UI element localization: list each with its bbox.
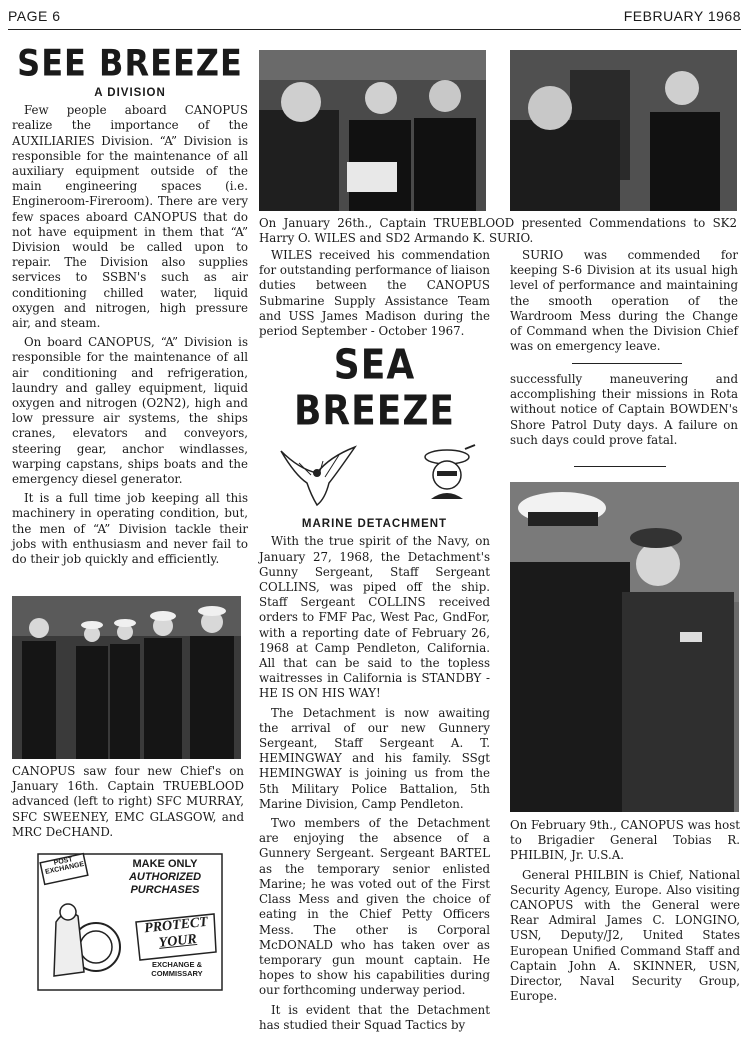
marine-face-icon	[417, 443, 477, 503]
issue-date: FEBRUARY 1968	[623, 8, 741, 24]
left-column	[12, 41, 248, 571]
commendation-photo-1	[259, 50, 486, 211]
ad-line-2: AUTHORIZED	[128, 871, 202, 883]
marine-para-3: Two members of the Detachment are enjoying the absence of a Gunnery Sergeant. Sergeant BARTEL as the temporary senior enlisted Marine; he was voted out of the First Class Mess and given the choice of eating in the Chief Petty Officers Mess. The other is Corporal McDONALD who has taken over as temporary gun mount captain. He hopes to show his capabilities during our forthcoming underway period.	[259, 816, 490, 998]
commendation-photo-2	[510, 50, 737, 211]
ad-line-7: COMMISSARY	[151, 969, 203, 978]
right-column-bottom	[510, 818, 740, 1008]
masthead-art	[259, 439, 490, 509]
ad-tag: POST EXCHANGE	[44, 856, 85, 876]
marine-para-4: It is evident that the Detachment has studied their Squad Tactics by	[259, 1002, 490, 1032]
ad-line-6: EXCHANGE &	[151, 960, 202, 969]
right-column-top	[510, 248, 738, 358]
right-column-continued	[510, 372, 738, 452]
general-photo	[510, 482, 739, 812]
a-division-para-2: On board CANOPUS, “A” Division is responsible for the maintenance of all air conditioning and refrigeration, laundry and galley equipment, liquid oxygen and nitrogen (O2N2), high and low pressure air systems, the ships cranes, elevators and conveyors, steering gear, anchor windlasses, warping capstans, ships boats and the emergency diesel generator.	[12, 335, 248, 487]
commendation-caption-text: On January 26th., Captain TRUEBLOOD presented Commendations to SK2 Harry O. WILES and SD2 Armando K. SURIO.	[259, 216, 737, 246]
see-breeze-title: SEE BREEZE	[17, 41, 243, 85]
chiefs-photo	[12, 596, 241, 759]
a-division-para-1: Few people aboard CANOPUS realize the importance of the AUXILIARIES Division. “A” Division is responsible for the maintenance of all auxiliary equipment outside of the main engineering spaces (i.e. Engineroom-Fireroom). There are very few spaces aboard CANOPUS that do not have equipment in them that “A” Division would be called upon to repair. The Division also supplies services to SSBN's such as air conditioning chilled water, liquid oxygen and nitrogen, high pressure air, and steam.	[12, 103, 248, 331]
header-rule	[8, 29, 741, 30]
a-division-para-3: It is a full time job keeping all this machinery in operating condition, but, the men of “A” Division tackle their jobs with enthusiasm and never fail to do their job quickly and efficiently.	[12, 491, 248, 567]
ad-line-4: PROTECT	[143, 914, 209, 937]
general-caption: On February 9th., CANOPUS was host to Brigadier General Tobias R. PHILBIN, Jr. U.S.A.	[510, 818, 740, 863]
philbin-para: General PHILBIN is Chief, National Security Agency, Europe. Also visiting CANOPUS with the General were Rear Admiral James C. LONGINO, USN, Deputy/J2, United States European Unified Command Staff and Captain John A. SKINNER, USN, Director, Naval Security Group, Europe.	[510, 867, 740, 1004]
ad-line-1: MAKE ONLY	[132, 858, 198, 870]
surio-para: SURIO was commended for keeping S-6 Division at its usual high level of performance and maintaining the smooth operation of the Wardroom Mess during the Change of Command when the Division Chief was on emergency leave.	[510, 248, 738, 354]
page-number: PAGE 6	[8, 8, 61, 24]
commendation-caption	[259, 216, 737, 246]
ad-line-3: PURCHASES	[130, 884, 200, 896]
continued-para: successfully maneuvering and accomplishing their missions in Rota without notice of Captain BOWDEN's Shore Patrol Duty days. A failure on such days could prove fatal.	[510, 372, 738, 447]
marine-para-1: With the true spirit of the Navy, on January 27, 1968, the Detachment's Gunny Sergeant, Staff Sergeant COLLINS, was piped off the ship. Staff Sergeant COLLINS received orders to FMF Pac, West Pac, GndFor, with a reporting date of February 26, 1968 at Camp Pendleton, California. All that can be said to the topless waitresses in California is STANDBY - HE IS ON HIS WAY!	[259, 534, 490, 701]
marine-para-2: The Detachment is now awaiting the arrival of our new Gunnery Sergeant, Staff Sergeant A. T. HEMINGWAY and his family. SSgt HEMINGWAY is joining us from the 5th Military Police Battalion, 5th Marine Division, Camp Pendleton.	[259, 705, 490, 811]
chiefs-caption	[12, 764, 244, 840]
sea-breeze-masthead: SEA BREEZE	[293, 342, 456, 436]
marine-detachment-heading: MARINE DETACHMENT	[301, 518, 448, 531]
a-division-heading: A DIVISION	[94, 87, 166, 99]
wiles-para: WILES received his commendation for outstanding performance of liaison duties between the CANOPUS Submarine Supply Assistance Team and USS James Madison during the period September - October 1967.	[259, 248, 490, 339]
divider-2	[574, 466, 666, 467]
divider-1	[572, 363, 682, 364]
ad-line-5: YOUR	[158, 932, 198, 951]
chiefs-caption-text: CANOPUS saw four new Chief's on January 16th. Captain TRUEBLOOD advanced (left to right) SFC MURRAY, SFC SWEENEY, EMC GLASGOW, and MRC DeCHAND.	[12, 764, 244, 839]
exchange-ad	[36, 852, 224, 992]
middle-column	[259, 248, 490, 1037]
